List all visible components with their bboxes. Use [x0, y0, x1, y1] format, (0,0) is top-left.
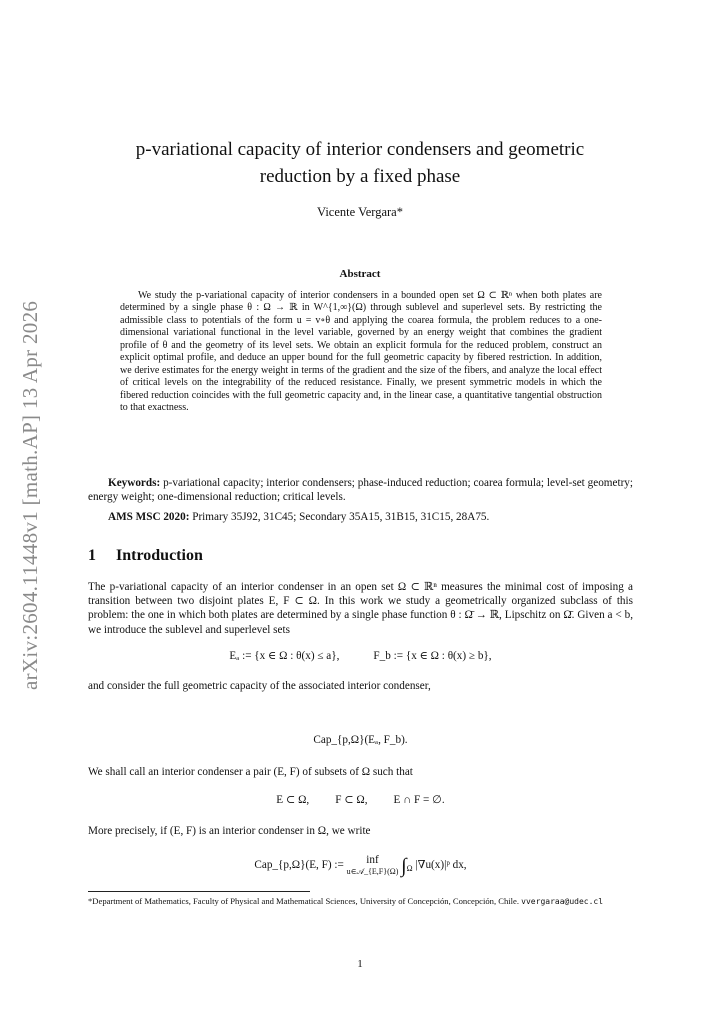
- paragraph-condenser-definition: We shall call an interior condenser a pair (E, F) of subsets of Ω such that: [88, 766, 413, 778]
- eq-e-closure: E ⊂ Ω,: [276, 794, 310, 806]
- section-title: Introduction: [116, 547, 203, 564]
- ams-label: AMS MSC 2020:: [108, 511, 190, 523]
- equation-capacity: Cap_{p,Ω}(Eₐ, F_b).: [313, 734, 408, 746]
- arxiv-side-stamp: arXiv:2604.11448v1 [math.AP] 13 Apr 2026: [18, 300, 42, 690]
- eq4-lhs: Cap_{p,Ω}(E, F) :=: [254, 859, 344, 871]
- keywords-text: p-variational capacity; interior condensers; phase-induced reduction; coarea formula; level-set geometry; energy weight; one-dimensional reduction; critical levels.: [88, 477, 633, 504]
- author-name: Vicente Vergara*: [317, 205, 403, 219]
- keywords-paragraph: [88, 476, 633, 504]
- equation-capacity-definition: [88, 855, 633, 878]
- eq4-rhs: |∇u(x)|ᵖ dx,: [415, 859, 467, 871]
- intro-paragraph: The p-variational capacity of an interior condenser in an open set Ω ⊂ ℝⁿ measures the minimal cost of imposing a transition between two disjoint plates E, F ⊂ Ω. In this work we study a geometrically organized subclass of this problem: the one in which both plates are determined by a single phase function θ : Ω̄ → ℝ, Lipschitz on Ω̄. Given a < b, we introduce the sublevel and superlevel sets: [88, 581, 633, 636]
- keywords-label: Keywords:: [108, 477, 161, 489]
- integral-sign: ∫: [401, 855, 407, 877]
- eq4-infimum: inf u∈𝒜_{E,F}(Ω): [346, 854, 399, 876]
- paper-title: [80, 136, 640, 190]
- paragraph-full-capacity: and consider the full geometric capacity of the associated interior condenser,: [88, 680, 431, 692]
- footnote-email: vvergaraa@udec.cl: [521, 897, 604, 906]
- ams-text: Primary 35J92, 31C45; Secondary 35A15, 31B15, 31C15, 28A75.: [192, 511, 490, 523]
- equation-level-sets: [88, 649, 633, 662]
- eq4-integral-domain: Ω: [406, 864, 413, 874]
- title-line-1: p-variational capacity of interior condensers and geometric: [135, 139, 585, 160]
- section-heading-introduction: [88, 547, 203, 565]
- footnote-affiliation: *Department of Mathematics, Faculty of Physical and Mathematical Sciences, University of Concepción, Concepción, Chile.: [88, 896, 520, 906]
- footnote: [88, 896, 633, 908]
- equation-condenser-conditions: [88, 793, 633, 806]
- page-number: 1: [357, 958, 363, 970]
- abstract-text: We study the p-variational capacity of interior condensers in a bounded open set Ω ⊂ ℝⁿ when both plates are determined by a single phase θ : Ω → ℝ in W^{1,∞}(Ω) through sublevel and superlevel sets. By restricting the admissible class to potentials of the form u = v∘θ and applying the coarea formula, the problem reduces to a one-dimensional variational functional in the level variable, governed by an energy weight that combines the gradient profile of θ and the geometry of its level sets. We obtain an explicit formula for the reduced problem, construct an explicit optimal profile, and deduce an upper bound for the full geometric capacity by fibered restriction. In addition, we derive estimates for the energy weight in terms of the gradient and the size of the fibers, and analyze the local effect of critical levels on the integrability of the reduced resistance. Finally, we present symmetric models in which the fibered reduction coincides with the full geometric capacity and, in the linear case, a quantitative tangential obstruction to that exactness.: [120, 290, 602, 414]
- footnote-rule: [88, 891, 310, 892]
- eq-f-closure: F ⊂ Ω,: [335, 794, 368, 806]
- eq-disjoint: E ∩ F = ∅.: [393, 794, 445, 806]
- title-line-2: reduction by a fixed phase: [259, 166, 461, 187]
- ams-paragraph: [88, 510, 633, 524]
- eq-sublevel-set: Eₐ := {x ∈ Ω : θ(x) ≤ a},: [229, 650, 340, 662]
- paragraph-precisely: More precisely, if (E, F) is an interior condenser in Ω, we write: [88, 825, 371, 837]
- section-number: 1: [88, 547, 96, 564]
- abstract-heading: Abstract: [339, 268, 381, 280]
- eq-superlevel-set: F_b := {x ∈ Ω : θ(x) ≥ b},: [373, 650, 492, 662]
